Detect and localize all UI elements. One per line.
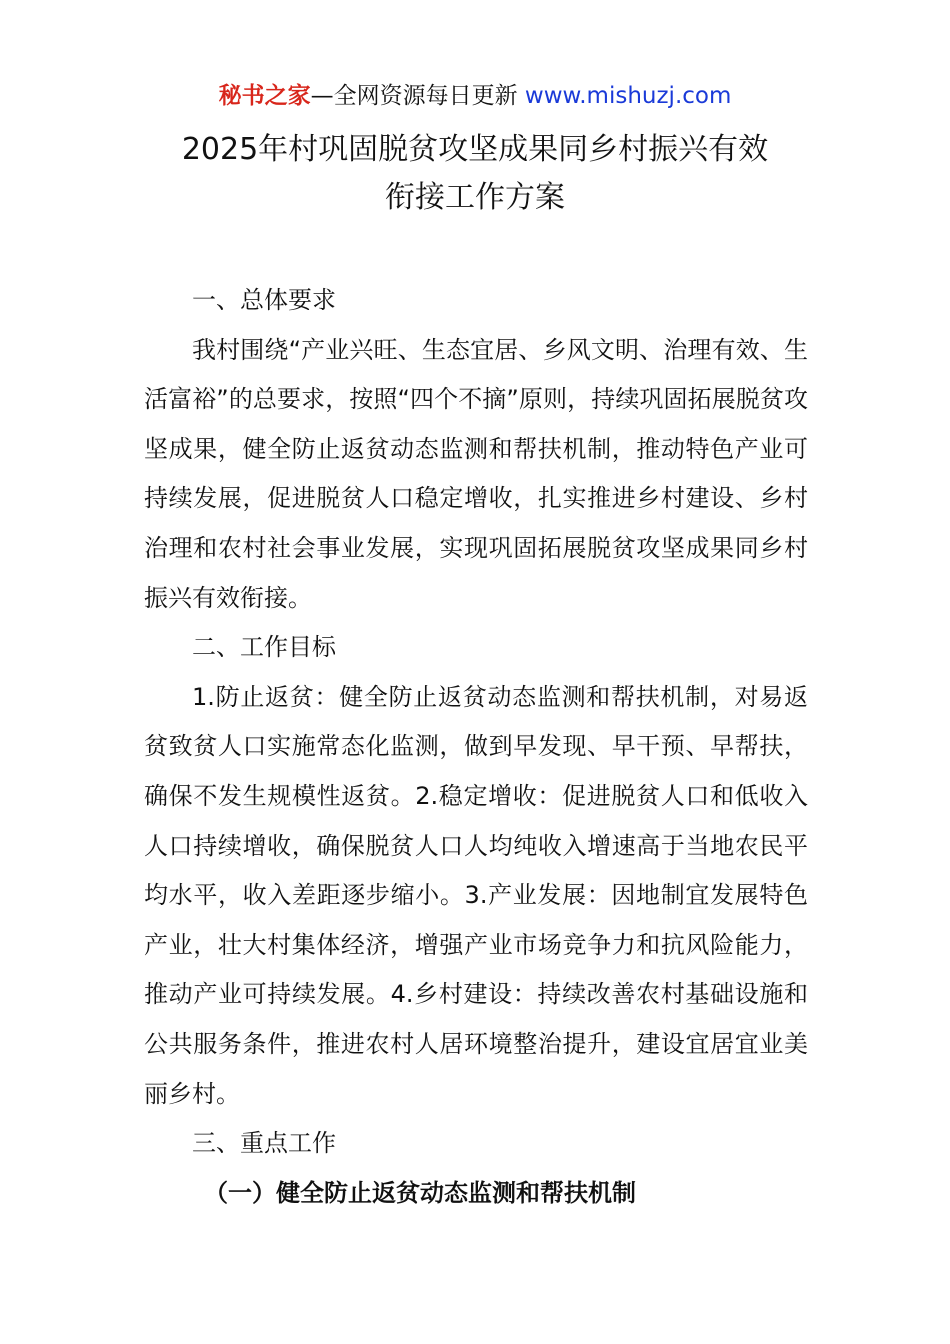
document-body [144, 276, 808, 1218]
document-title [0, 126, 950, 222]
section-paragraph-work-goals: 1.防止返贫：健全防止返贫动态监测和帮扶机制，对易返贫致贫人口实施常态化监测，做到早发现、早干预、早帮扶，确保不发生规模性返贫。2.稳定增收：促进脱贫人口和低收入人口持续增收，确保脱贫人口人均纯收入增速高于当地农民平均水平，收入差距逐步缩小。3.产业发展：因地制宜发展特色产业，壮大村集体经济，增强产业市场竞争力和抗风险能力，推动产业可持续发展。4.乡村建设：持续改善农村基础设施和公共服务条件，推进农村人居环境整治提升，建设宜居宜业美丽乡村。 [144, 682, 808, 1108]
site-tagline: —全网资源每日更新 [310, 83, 525, 109]
section-heading-key-work: 三、重点工作 [192, 1129, 336, 1158]
subsection-heading-monitoring-mechanism: （一）健全防止返贫动态监测和帮扶机制 [204, 1178, 636, 1207]
site-url-link[interactable]: www.mishuzj.com [524, 83, 732, 109]
section-heading-overall-requirements: 一、总体要求 [192, 286, 336, 314]
title-line-1: 2025年村巩固脱贫攻坚成果同乡村振兴有效 [181, 132, 769, 167]
section-heading-work-goals: 二、工作目标 [192, 633, 336, 662]
site-brand: 秘书之家 [218, 83, 311, 109]
title-line-2: 衔接工作方案 [385, 180, 565, 215]
site-header [0, 80, 950, 112]
section-paragraph-overall-requirements: 我村围绕“产业兴旺、生态宜居、乡风文明、治理有效、生活富裕”的总要求，按照“四个不摘”原则，持续巩固拓展脱贫攻坚成果，健全防止返贫动态监测和帮扶机制，推动特色产业可持续发展，促进脱贫人口稳定增收，扎实推进乡村建设、乡村治理和农村社会事业发展，实现巩固拓展脱贫攻坚成果同乡村振兴有效衔接。 [144, 335, 808, 612]
